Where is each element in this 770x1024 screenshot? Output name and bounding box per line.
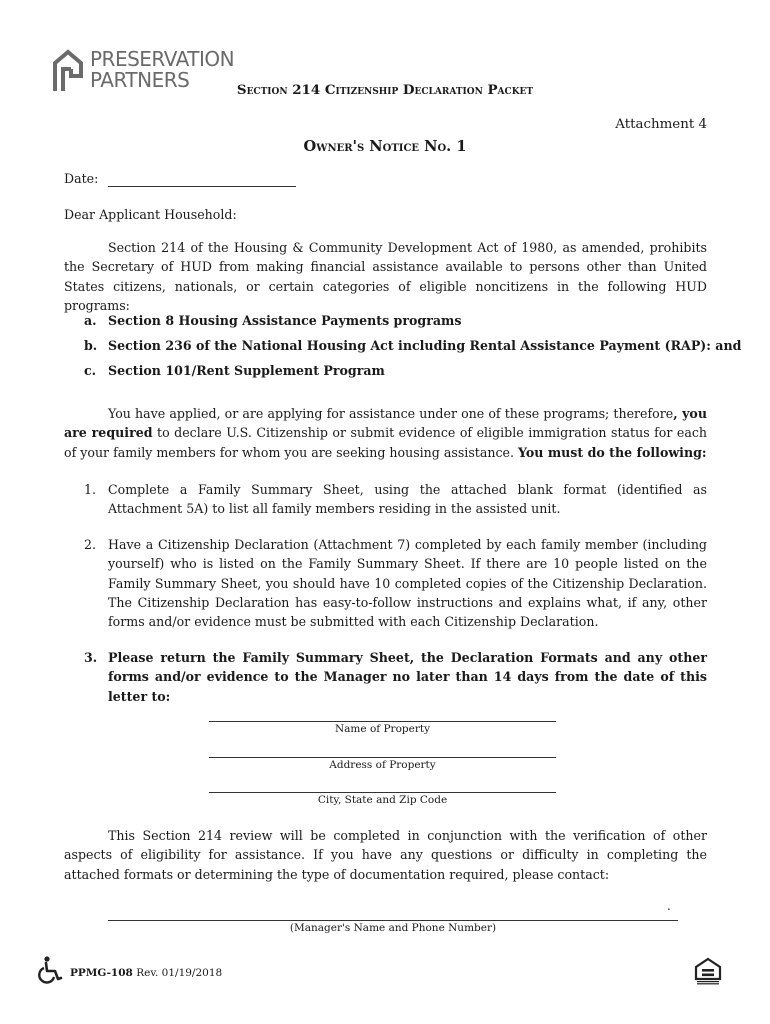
form-revision: Rev. 01/19/2018 [132, 967, 223, 979]
logo-line-2: PARTNERS [90, 68, 190, 92]
notice-title: Owner's Notice No. 1 [303, 138, 467, 155]
requirement-bold-1: , you are required [64, 406, 707, 441]
property-name-label: Name of Property [334, 723, 430, 735]
manager-contact-field[interactable] [108, 920, 678, 921]
line-dot: . [667, 899, 671, 913]
logo-line-1: PRESERVATION [90, 47, 235, 71]
requirement-bold-2: You must do the following: [517, 444, 707, 460]
form-code [70, 967, 222, 979]
step-text: Complete a Family Summary Sheet, using the attached blank format (identified as Attachment 5A) to list all family members residing in the assisted unit. [108, 482, 707, 517]
attachment-label: Attachment 4 [615, 117, 707, 132]
step-number: 2. [84, 537, 97, 552]
salutation: Dear Applicant Household: [64, 207, 237, 222]
program-letter: a. [84, 313, 97, 328]
step-1 [84, 480, 707, 519]
step-text: Please return the Family Summary Sheet, the Declaration Formats and any other forms and/or evidence to the Manager no later than 14 days from the date of this letter to: [108, 650, 707, 704]
step-number: 1. [84, 482, 97, 497]
closing-paragraph: This Section 214 review will be completed in conjunction with the verification of other aspects of eligibility for assistance. If you have any questions or difficulty in completing the attached formats or determining the type of documentation required, please contact: [64, 828, 707, 882]
program-letter: c. [84, 363, 97, 378]
property-address-field[interactable] [209, 757, 556, 758]
step-3 [84, 648, 707, 706]
property-city-field[interactable] [209, 792, 556, 793]
step-text: Have a Citizenship Declaration (Attachment 7) completed by each family member (including yourself) who is listed on the Family Summary Sheet. If there are 10 people listed on the Family Summary Sheet, you should have 10 completed copies of the Citizenship Declaration. The Citizenship Declaration has easy-to-follow instructions and explains what, if any, other forms and/or evidence must be submitted with each Citizenship Declaration. [108, 537, 707, 630]
wheelchair-icon [38, 956, 64, 987]
program-text: Section 236 of the National Housing Act including Rental Assistance Payment (RAP): and [108, 338, 742, 353]
program-letter: b. [84, 338, 98, 353]
step-number: 3. [84, 650, 98, 665]
date-field-line[interactable] [108, 186, 296, 187]
program-text: Section 8 Housing Assistance Payments programs [108, 313, 462, 328]
property-address-label: Address of Property [329, 759, 436, 771]
form-number: PPMG-108 [70, 967, 133, 979]
requirement-text-2: to declare U.S. Citizenship or submit evidence of eligible immigration status for each of your family members for whom you are seeking housing assistance. [64, 425, 708, 460]
step-2 [84, 535, 707, 631]
requirement-paragraph [64, 404, 707, 462]
intro-paragraph: Section 214 of the Housing & Community Development Act of 1980, as amended, prohibits the Secretary of HUD from making financial assistance available to persons other than United States citizens, nationals, or certain categories of eligible noncitizens in the following HUD programs: [64, 240, 707, 313]
property-name-field[interactable] [209, 721, 556, 722]
manager-contact-label: (Manager's Name and Phone Number) [289, 922, 497, 934]
property-city-label: City, State and Zip Code [317, 794, 448, 806]
document-title: Section 214 Citizenship Declaration Packet [236, 82, 534, 98]
date-label: Date: [64, 171, 99, 186]
equal-housing-opportunity-icon [694, 957, 722, 988]
program-text: Section 101/Rent Supplement Program [108, 363, 385, 378]
requirement-text-1: You have applied, or are applying for assistance under one of these programs; therefore [108, 406, 674, 421]
